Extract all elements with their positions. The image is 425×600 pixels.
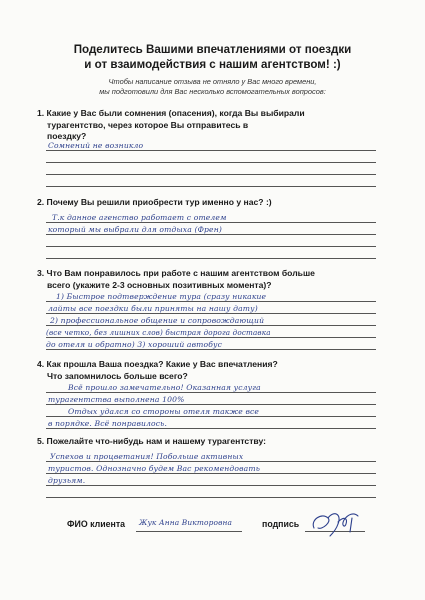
answer-line (46, 497, 376, 498)
handwritten-answer: 2) профессиональное общение и сопровождающий (50, 316, 265, 325)
form-intro-line: Чтобы написание отзыва не отняло у Вас много времени, (108, 77, 317, 86)
handwritten-answer: Всё прошло замечательно! Оказанная услуга (68, 383, 261, 392)
form-intro (30, 77, 395, 97)
handwritten-answer: до отеля и обратно) 3) хороший автобус (46, 340, 222, 349)
handwritten-answer: турагентства выполнена 100% (48, 395, 185, 404)
handwritten-answer: 1) Быстрое подтверждение тура (сразу никакие (56, 292, 267, 301)
form-title-line: и от взаимодействия с нашим агентством! :) (84, 58, 341, 71)
question-text-line: всего (укажите 2-3 основных позитивных момента)? (47, 279, 272, 290)
handwritten-answer: в порядке. Всё понравилось. (48, 419, 168, 428)
question-2 (37, 197, 382, 209)
question-text-line: 5. Пожелайте что-нибудь нам и нашему турагентству: (37, 436, 267, 446)
handwritten-answer: туристов. Однозначно будем Вас рекомендовать (48, 464, 260, 473)
answer-line (46, 258, 376, 259)
handwritten-answer: Сомнений не возникло (48, 141, 144, 150)
form-intro-line: мы подготовили для Вас несколько вспомогательных вопросов: (99, 87, 326, 96)
question-text-line: Что запомнилось больше всего? (47, 370, 188, 381)
signature-scribble (308, 506, 370, 538)
client-name-handwritten: Жук Анна Викторовна (139, 518, 233, 527)
answer-area-4 (46, 383, 376, 432)
question-text-line: 4. Как прошла Ваша поездка? Какие у Вас впечатления? (37, 359, 278, 369)
answer-line (46, 174, 376, 175)
question-5 (37, 436, 382, 448)
question-1 (37, 108, 382, 143)
question-text-line: турагентство, через которое Вы отправитесь в (47, 119, 249, 130)
form-title (30, 42, 395, 72)
question-text-line: поездку? (47, 131, 87, 141)
handwritten-answer: который мы выбрали для отдыха (Френ) (48, 225, 222, 234)
client-name-line (136, 531, 242, 532)
handwritten-answer: друзьям. (48, 476, 86, 485)
question-text-line: 3. Что Вам понравилось при работе с нашим агентством больше (37, 268, 315, 278)
handwritten-answer: Успехов и процветания! Побольше активных (50, 452, 244, 461)
handwritten-answer: (все четко, без лишних слов) быстрая дорога доставка (46, 328, 271, 337)
question-4 (37, 359, 382, 382)
form-title-line: Поделитесь Вашими впечатлениями от поездки (73, 43, 352, 56)
question-text-line: 2. Почему Вы решили приобрести тур именно у нас? :) (37, 197, 272, 207)
answer-line (46, 162, 376, 163)
handwritten-answer: Отдых удался со стороны отеля также все (68, 407, 260, 416)
handwritten-answer: Т.к данное агенство работает с отелем (52, 213, 227, 222)
answer-area-3 (46, 292, 376, 351)
answer-line (46, 246, 376, 247)
answer-area-1 (46, 141, 376, 190)
answer-line (46, 485, 376, 486)
question-3 (37, 268, 382, 291)
answer-area-2 (46, 213, 376, 262)
signature-label: подпись (262, 519, 300, 529)
client-name-label: ФИО клиента (67, 519, 126, 529)
question-text-line: 1. Какие у Вас были сомнения (опасения), когда Вы выбирали (37, 108, 305, 118)
answer-line (46, 186, 376, 187)
answer-area-5 (46, 452, 376, 501)
handwritten-answer: лайты все поездки были приняты на нашу дату) (48, 304, 258, 313)
